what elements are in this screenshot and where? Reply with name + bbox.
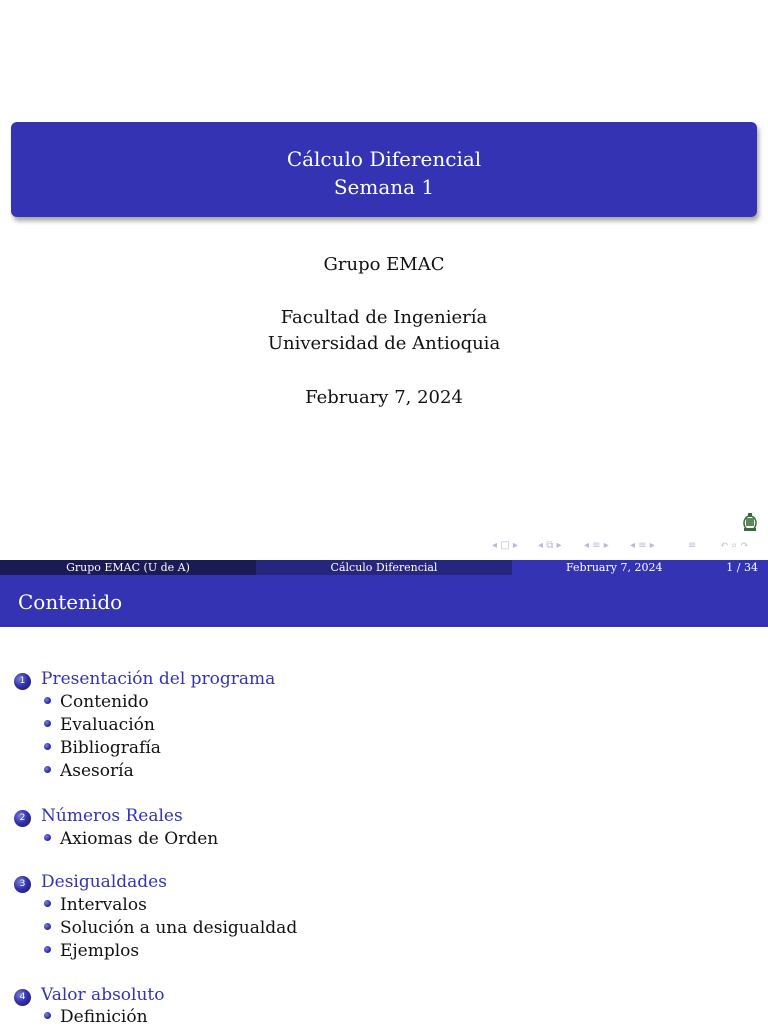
frame-title: Contenido [18,590,123,614]
toc-subsection[interactable] [44,1006,148,1029]
nav-search-icon[interactable]: ↶ ⌕ ↷ [720,540,749,551]
bullet-icon [44,923,51,930]
toc-section[interactable] [14,871,167,894]
toc-subsection-label: Asesoría [60,761,134,781]
footline-title: Cálculo Diferencial [256,560,512,575]
bullet-icon [44,720,51,727]
toc-subsection-label: Evaluación [60,715,155,735]
toc-section-title: Valor absoluto [41,985,165,1005]
nav-subsubsection-icon[interactable]: ◂ ≡ ▸ [630,540,655,551]
toc-subsection-label: Contenido [60,692,149,712]
footline-page-number: 1 / 34 [726,561,758,574]
frame-title-bar [0,575,768,627]
nav-appendix-icon[interactable]: ≡ [688,540,697,551]
toc-subsection[interactable] [44,760,134,783]
footline-date: February 7, 2024 [566,561,663,574]
nav-subsection-icon[interactable]: ◂ ⧉ ▸ [538,540,562,551]
nav-section-icon[interactable]: ◂ ≡ ▸ [584,540,609,551]
toc-subsection[interactable] [44,714,155,737]
footline-author: Grupo EMAC (U de A) [0,560,256,575]
section-number-ball-icon: 3 [14,876,31,893]
toc-subsection-label: Axiomas de Orden [60,829,219,849]
toc-section-title: Presentación del programa [41,669,276,689]
toc-subsection[interactable] [44,894,147,917]
bullet-icon [44,946,51,953]
bullet-icon [44,766,51,773]
toc-section[interactable] [14,805,183,828]
section-number-ball-icon: 4 [14,989,31,1006]
toc-subsection-label: Ejemplos [60,941,140,961]
bullet-icon [44,743,51,750]
author: Grupo EMAC [323,254,445,275]
toc-subsection-label: Definición [60,1007,148,1027]
toc-subsection-label: Intervalos [60,895,147,915]
section-number-ball-icon: 2 [14,810,31,827]
footline-right [512,560,768,575]
title-block [11,122,757,217]
toc-subsection[interactable] [44,917,297,940]
toc-subsection[interactable] [44,691,149,714]
bullet-icon [44,900,51,907]
toc-section-title: Desigualdades [41,872,167,892]
presentation-title: Cálculo Diferencial [286,147,482,171]
university-seal-icon [741,512,759,532]
institute-line-1: Facultad de Ingeniería [280,307,488,328]
footline [0,560,768,575]
presentation-date: February 7, 2024 [305,387,463,408]
beamer-navigation-bar [488,540,764,556]
institute-line-2: Universidad de Antioquia [267,333,501,354]
bullet-icon [44,697,51,704]
toc-section[interactable] [14,668,275,691]
toc-subsection-label: Bibliografía [60,738,161,758]
bullet-icon [44,834,51,841]
section-number-ball-icon: 1 [14,673,31,690]
toc-subsection[interactable] [44,940,139,963]
presentation-subtitle: Semana 1 [333,175,435,199]
toc-subsection-label: Solución a una desigualdad [60,918,298,938]
nav-frame-icon[interactable]: ◂ □ ▸ [492,540,518,551]
bullet-icon [44,1012,51,1019]
toc-subsection[interactable] [44,737,161,760]
toc-subsection[interactable] [44,828,218,851]
toc-section-title: Números Reales [41,806,183,826]
toc-section[interactable] [14,984,164,1007]
